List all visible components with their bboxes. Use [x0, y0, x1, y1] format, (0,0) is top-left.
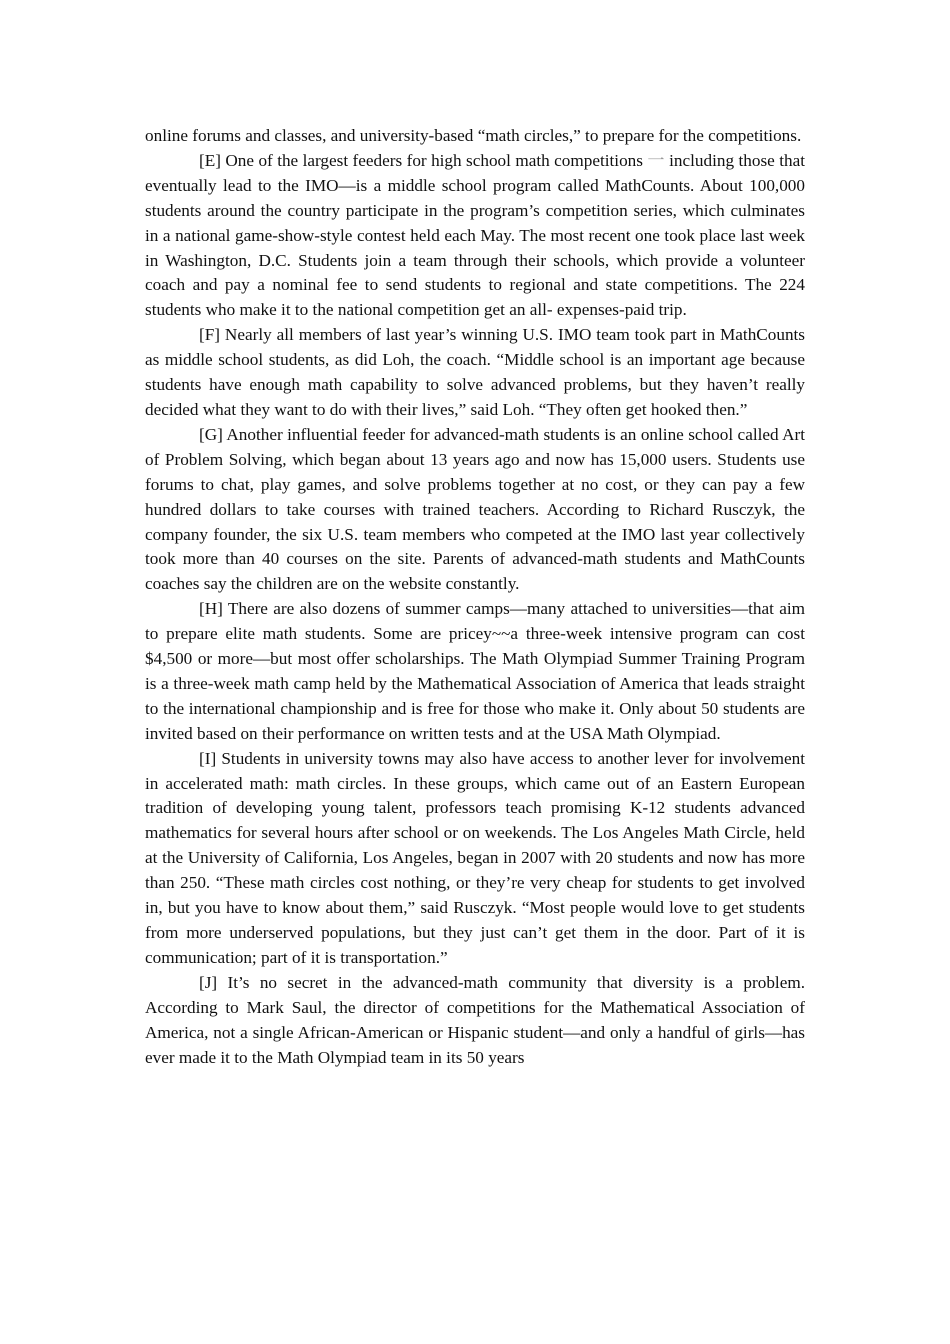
- paragraph-f: [F] Nearly all members of last year’s winning U.S. IMO team took part in MathCounts as middle school students, as did Loh, the coach. “Middle school is an important age because students have enough math capability to solve advanced problems, but they haven’t really decided what they want to do with their lives,” said Loh. “They often get hooked then.”: [145, 325, 805, 419]
- dash-glyph: 一: [647, 150, 665, 170]
- paragraph-i: [I] Students in university towns may also have access to another lever for involvement in accelerated math: math circles. In these groups, which came out of an Eastern European tradition of developing young talent, professors teach promising K-12 students advanced mathematics for several hours after school or on weekends. The Los Angeles Math Circle, held at the University of California, Los Angeles, began in 2007 with 20 students and now has more than 250. “These math circles cost nothing, or they’re very cheap for students to get involved in, but you have to know about them,” said Rusczyk. “Most people would love to get students from more underserved populations, but they just can’t get them in the door. Part of it is communication; part of it is transportation.”: [145, 748, 805, 967]
- paragraph-j: [J] It’s no secret in the advanced-math community that diversity is a problem. According to Mark Saul, the director of competitions for the Mathematical Association of America, not a single African-American or Hispanic student—and only a handful of girls—has ever made it to the Math Olympiad team in its 50 years: [145, 972, 805, 1067]
- paragraph-e-text-before: [E] One of the largest feeders for high school math competitions: [199, 150, 648, 170]
- paragraph-e: [145, 149, 805, 323]
- paragraph-h: [H] There are also dozens of summer camps—many attached to universities—that aim to prepare elite math students. Some are pricey~~a three-week intensive program can cost $4,500 or more—but most offer scholarships. The Math Olympiad Summer Training Program is a three-week math camp held by the Mathematical Association of America that leads straight to the international championship and is free for those who make it. Only about 50 students are invited based on their performance on written tests and at the USA Math Olympiad.: [145, 599, 805, 743]
- paragraph-g: [G] Another influential feeder for advanced-math students is an online school called Art of Problem Solving, which began about 13 years ago and now has 15,000 users. Students use forums to chat, play games, and solve problems together at no cost, or they can pay a few hundred dollars to take courses with trained teachers. According to Richard Rusczyk, the company founder, the six U.S. team members who competed at the IMO last year collectively took more than 40 courses on the site. Parents of advanced-math students and MathCounts coaches say the children are on the website constantly.: [145, 424, 805, 594]
- paragraph-e-text-after: including those that eventually lead to the IMO—is a middle school program called MathCounts. About 100,000 students around the country participate in the program’s competition series, which culminates in a national game-show-style contest held each May. The most recent one took place last week in Washington, D.C. Students join a team through their schools, which provide a volunteer coach and pay a nominal fee to send students to regional and state competitions. The 224 students who make it to the national competition get an all- expenses-paid trip.: [145, 150, 805, 320]
- document-page: [145, 124, 805, 1070]
- paragraph-continued: online forums and classes, and university-based “math circles,” to prepare for the competitions.: [145, 126, 802, 145]
